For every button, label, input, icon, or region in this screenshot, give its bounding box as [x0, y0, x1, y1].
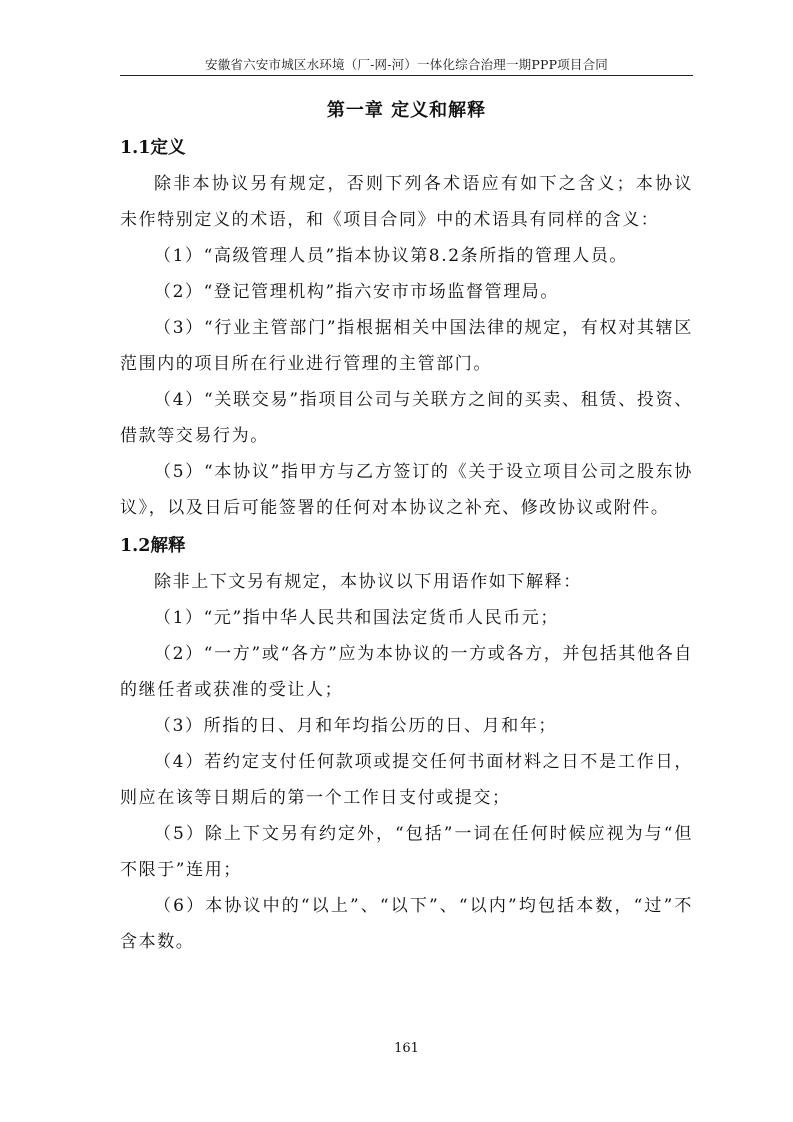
- chapter-title: 第一章 定义和解释: [326, 100, 487, 121]
- running-header: 安徽省六安市城区水环境（厂-网-河）一体化综合治理一期PPP项目合同: [205, 57, 608, 72]
- header-divider: [120, 75, 693, 76]
- paragraph: （5）除上下文另有约定外，“包括”一词在任何时候应视为与“但不限于”连用；: [120, 824, 693, 880]
- paragraph: 除非本协议另有规定，否则下列各术语应有如下之含义；本协议未作特别定义的术语，和《项目合同》中的术语具有同样的含义：: [120, 174, 693, 230]
- paragraph: （3）所指的日、月和年均指公历的日、月和年；: [154, 716, 558, 736]
- paragraph: （2）“一方”或“各方”应为本协议的一方或各方，并包括其他各自的继任者或获准的受让人；: [120, 644, 693, 700]
- paragraph: （1）“元”指中华人民共和国法定货币人民币元；: [154, 608, 559, 628]
- paragraph: （2）“登记管理机构”指六安市市场监督管理局。: [154, 282, 559, 302]
- paragraph: （1）“高级管理人员”指本协议第8.2条所指的管理人员。: [154, 246, 629, 266]
- paragraph: （3）“行业主管部门”指根据相关中国法律的规定，有权对其辖区范围内的项目所在行业进行管理的主管部门。: [120, 318, 693, 374]
- paragraph: （5）“本协议”指甲方与乙方签订的《关于设立项目公司之股东协议》，以及日后可能签署的任何对本协议之补充、修改协议或附件。: [120, 462, 693, 518]
- paragraph: （4）若约定支付任何款项或提交任何书面材料之日不是工作日，则应在该等日期后的第一个工作日支付或提交；: [120, 752, 693, 808]
- section-heading-1-1: 1.1定义: [120, 138, 186, 158]
- paragraph: （6）本协议中的“以上”、“以下”、“以内”均包括本数，“过”不含本数。: [120, 896, 693, 952]
- page-number: 161: [394, 1041, 419, 1056]
- paragraph: （4）“关联交易”指项目公司与关联方之间的买卖、租赁、投资、借款等交易行为。: [120, 390, 693, 446]
- paragraph: 除非上下文另有规定，本协议以下用语作如下解释：: [154, 572, 582, 592]
- section-heading-1-2: 1.2解释: [120, 536, 186, 556]
